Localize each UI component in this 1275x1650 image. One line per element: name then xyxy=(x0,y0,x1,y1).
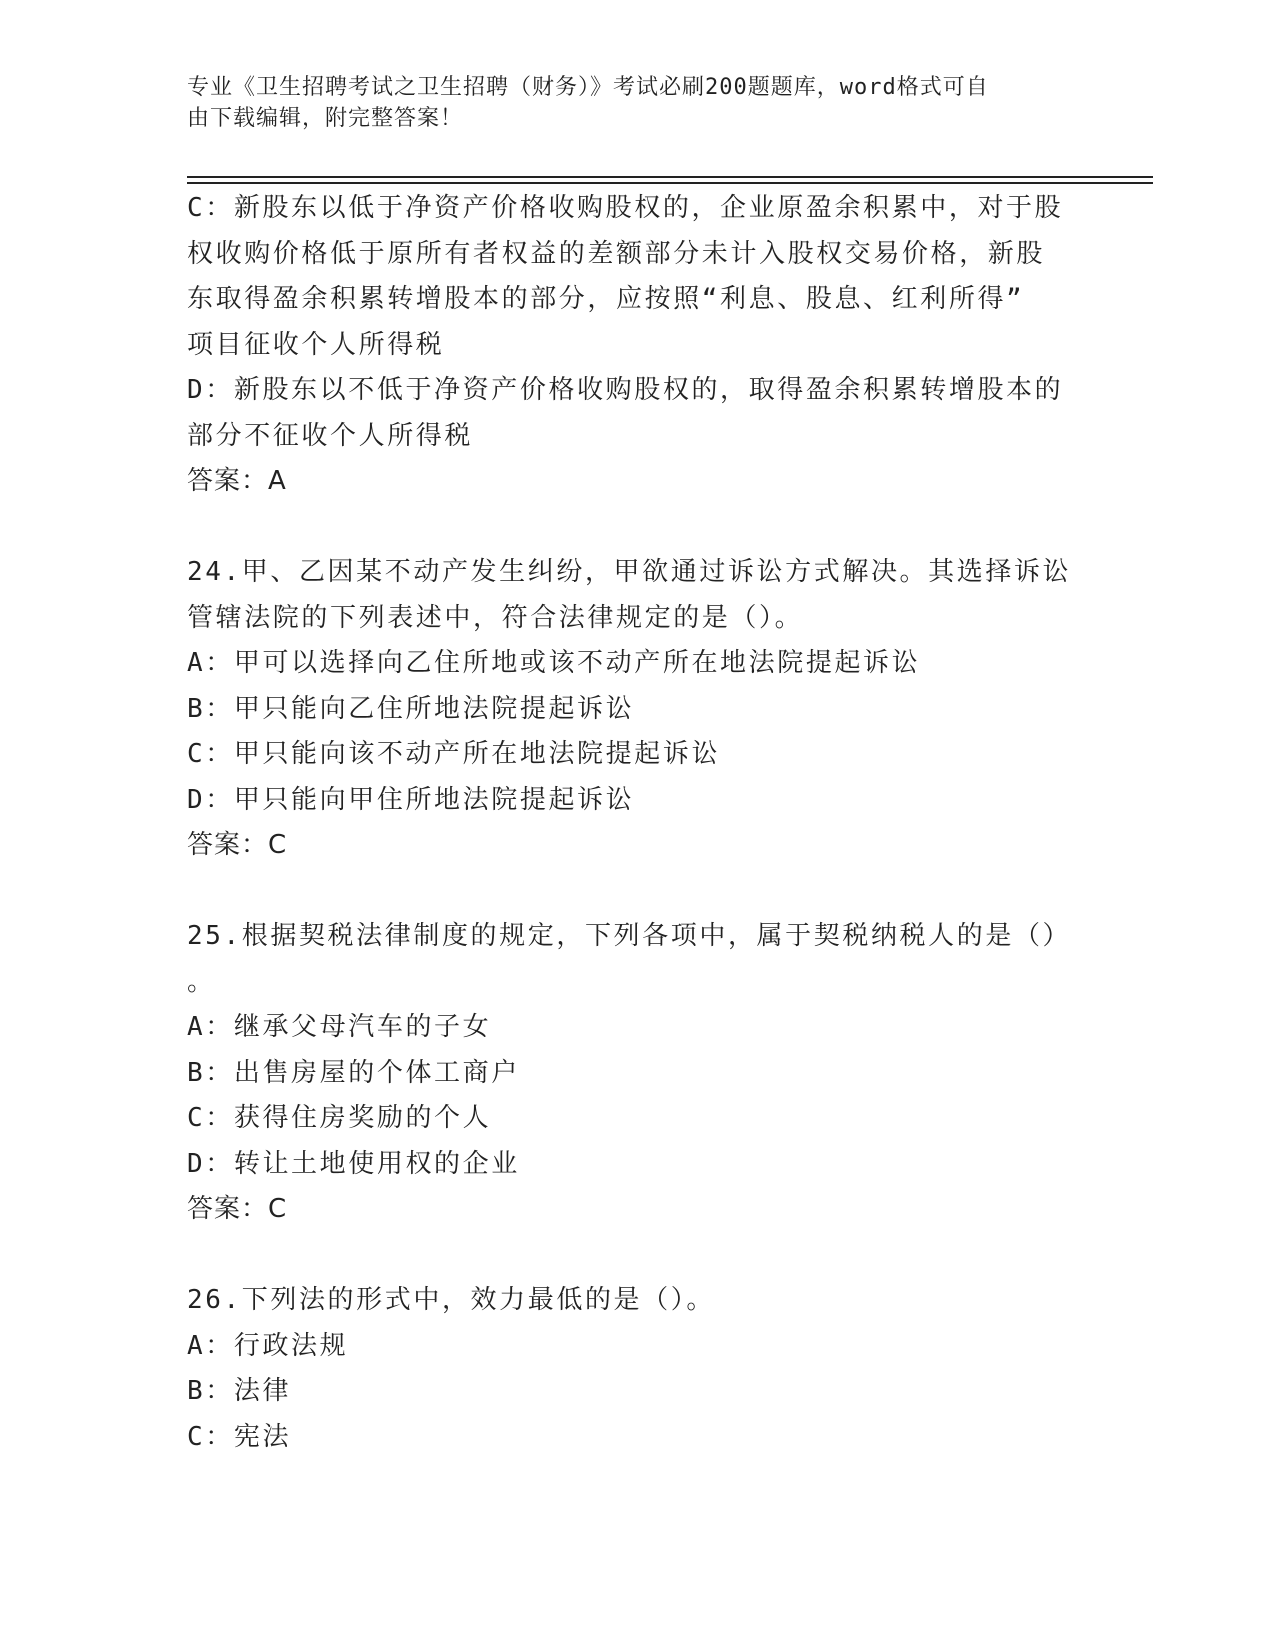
header-divider xyxy=(187,182,1153,184)
document-header xyxy=(187,72,1067,134)
question-stem: 。 xyxy=(187,966,216,997)
option-a: A：继承父母汽车的子女 xyxy=(187,1012,492,1042)
question-stem: 26.下列法的形式中，效力最低的是（）。 xyxy=(187,1285,715,1315)
option-c: C：新股东以低于净资产价格收购股权的，企业原盈余积累中，对于股 xyxy=(187,193,1064,223)
answer-line: 答案：C xyxy=(187,1194,288,1224)
option-c: C：甲只能向该不动产所在地法院提起诉讼 xyxy=(187,739,721,769)
question-24 xyxy=(187,550,1087,869)
option-b: B：出售房屋的个体工商户 xyxy=(187,1057,520,1088)
question-stem: 管辖法院的下列表述中，符合法律规定的是（）。 xyxy=(187,602,804,633)
option-c: C：宪法 xyxy=(187,1421,292,1452)
option-d: 部分不征收个人所得税 xyxy=(187,420,474,451)
header-divider xyxy=(187,176,1153,178)
option-c: 项目征收个人所得税 xyxy=(187,329,445,360)
option-d: D：甲只能向甲住所地法院提起诉讼 xyxy=(187,784,635,815)
option-a: A：甲可以选择向乙住所地或该不动产所在地法院提起诉讼 xyxy=(187,648,921,678)
option-d: D：转让土地使用权的企业 xyxy=(187,1148,520,1179)
option-c: 东取得盈余积累转增股本的部分，应按照“利息、股息、红利所得” xyxy=(187,284,1025,314)
answer-line: 答案：A xyxy=(187,466,287,496)
option-b: B：法律 xyxy=(187,1376,292,1406)
option-c: C：获得住房奖励的个人 xyxy=(187,1103,492,1133)
document-body xyxy=(187,186,1087,1460)
header-line: 专业《卫生招聘考试之卫生招聘（财务）》考试必刷200题题库，word格式可自 xyxy=(187,75,989,100)
answer-line: 答案：C xyxy=(187,830,288,860)
spacer xyxy=(187,869,1087,915)
option-a: A：行政法规 xyxy=(187,1330,349,1361)
previous-question-continuation xyxy=(187,186,1087,505)
option-b: B：甲只能向乙住所地法院提起诉讼 xyxy=(187,693,635,724)
option-c: 权收购价格低于原所有者权益的差额部分未计入股权交易价格，新股 xyxy=(187,238,1046,269)
spacer xyxy=(187,1233,1087,1279)
header-line: 由下载编辑，附完整答案！ xyxy=(187,106,464,131)
question-stem: 25.根据契税法律制度的规定，下列各项中，属于契税纳税人的是（） xyxy=(187,921,1072,951)
spacer xyxy=(187,505,1087,551)
question-25 xyxy=(187,914,1087,1233)
question-stem: 24.甲、乙因某不动产发生纠纷，甲欲通过诉讼方式解决。其选择诉讼 xyxy=(187,557,1072,587)
question-26 xyxy=(187,1278,1087,1460)
option-d: D：新股东以不低于净资产价格收购股权的，取得盈余积累转增股本的 xyxy=(187,375,1064,405)
